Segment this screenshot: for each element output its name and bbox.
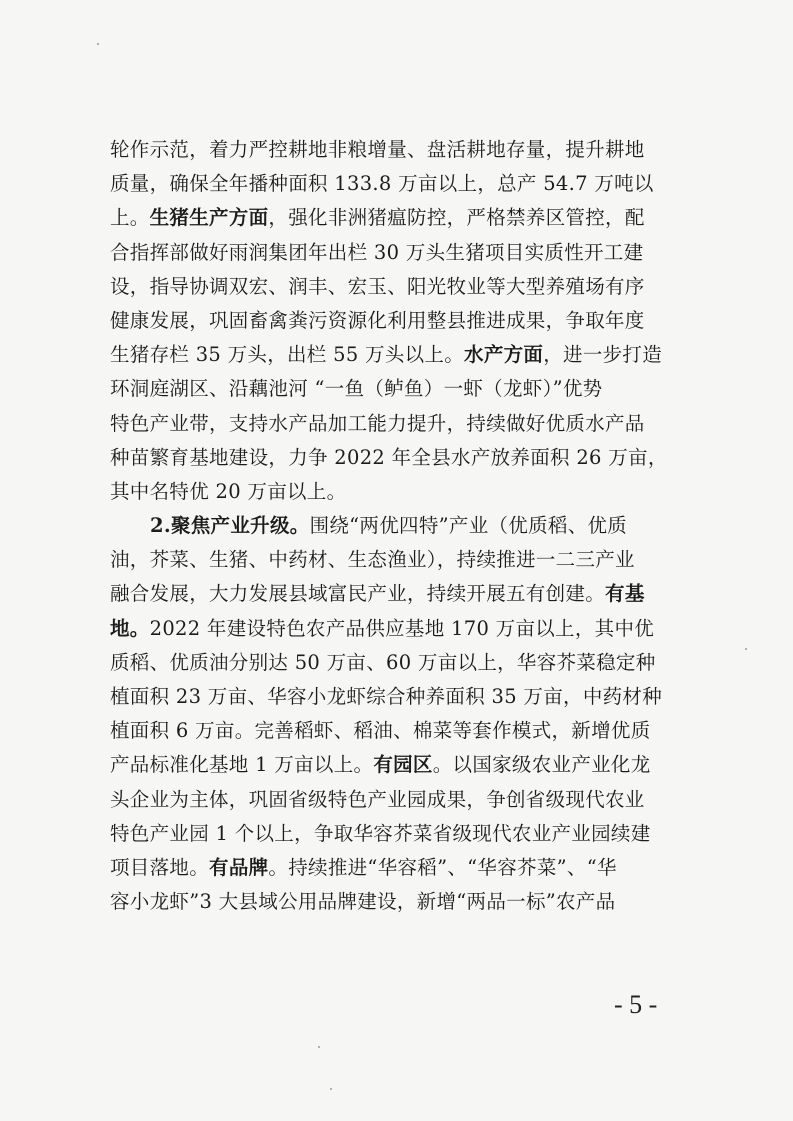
text-run: 合指挥部做好雨润集团年出栏 30 万头生猪项目实质性开工建 <box>110 240 644 264</box>
bold-heading-text: 2.聚焦产业升级。 <box>150 514 310 538</box>
text-line <box>110 407 690 441</box>
scan-speck <box>318 1046 320 1048</box>
text-run: 植面积 23 万亩、华容小龙虾综合种养面积 35 万亩，中药材种 <box>110 685 663 708</box>
text-run: 油，芥菜、生猪、中药材、生态渔业），持续推进一二三产业 <box>110 548 635 572</box>
text-run: 产品标准化基地 1 万亩以上。 <box>110 753 374 777</box>
text-line <box>110 304 690 338</box>
text-run: 植面积 6 万亩。完善稻虾、稻油、棉菜等套作模式，新增优质 <box>110 719 651 743</box>
text-line <box>110 441 690 475</box>
text-run: 设，指导协调双宏、润丰、宏玉、阳光牧业等大型养殖场有序 <box>110 274 645 298</box>
text-run: 头企业为主体，巩固省级特色产业园成果，争创省级现代农业 <box>110 787 645 811</box>
bold-heading-text: 有园区 <box>373 753 433 777</box>
bold-heading-text: 有基 <box>605 582 645 606</box>
text-line <box>110 338 690 372</box>
text-line <box>110 270 690 304</box>
text-line <box>110 817 690 851</box>
bold-heading-text: 有品牌 <box>209 855 269 879</box>
text-run: 上。 <box>110 206 150 230</box>
text-run: ，进一步打造 <box>543 343 663 367</box>
text-run: 容小龙虾”3 大县域公用品牌建设，新增“两品一标”农产品 <box>110 890 616 914</box>
bold-heading-text: 地。 <box>110 616 150 640</box>
bold-heading-text: 水产方面 <box>464 343 544 367</box>
text-run: 健康发展，巩固畜禽粪污资源化利用整县推进成果，争取年度 <box>110 308 645 332</box>
text-line <box>110 509 690 543</box>
text-line <box>110 543 690 577</box>
text-run: 融合发展，大力发展县域富民产业，持续开展五有创建。 <box>110 582 606 606</box>
scan-speck <box>97 43 99 45</box>
text-line <box>110 783 690 817</box>
text-line <box>110 577 690 611</box>
text-run: 围绕“两优四特”产业（优质稻、优质 <box>309 514 628 538</box>
text-run: 种苗繁育基地建设，力争 2022 年全县水产放养面积 26 万亩， <box>110 445 668 469</box>
bold-heading-text: 生猪生产方面 <box>149 206 269 230</box>
text-run: 2022 年建设特色农产品供应基地 170 万亩以上，其中优 <box>149 616 655 640</box>
text-run: 。以国家级农业产业化龙 <box>432 753 651 777</box>
text-line <box>110 714 690 748</box>
body-text <box>110 133 690 919</box>
text-run: 其中名特优 20 万亩以上。 <box>110 479 347 503</box>
text-line <box>110 851 690 885</box>
text-run: 特色产业园 1 个以上，争取华容芥菜省级现代农业产业园续建 <box>110 821 651 845</box>
text-run: 轮作示范，着力严控耕地非粮增量、盘活耕地存量，提升耕地 <box>110 138 645 161</box>
scan-speck <box>745 648 747 650</box>
text-line <box>110 475 690 509</box>
text-run: 特色产业带，支持水产品加工能力提升，持续做好优质水产品 <box>110 411 645 435</box>
text-line <box>110 133 690 167</box>
text-line <box>110 167 690 201</box>
text-line <box>110 236 690 270</box>
text-run: 项目落地。 <box>110 855 210 879</box>
text-line <box>110 646 690 680</box>
text-run: ，强化非洲猪瘟防控，严格禁养区管控，配 <box>268 206 645 230</box>
text-run: 质稻、优质油分别达 50 万亩、60 万亩以上，华容芥菜稳定种 <box>110 650 656 674</box>
text-run: 生猪存栏 35 万头，出栏 55 万头以上。 <box>110 343 465 367</box>
text-run: 。持续推进“华容稻”、“华容芥菜”、“华 <box>268 855 617 879</box>
page-number: - 5 - <box>614 990 658 1019</box>
text-line <box>110 885 690 919</box>
text-run: 环洞庭湖区、沿藕池河 “一鱼（鲈鱼）一虾（龙虾）”优势 <box>110 377 603 401</box>
text-line <box>110 612 690 646</box>
text-line <box>110 372 690 406</box>
text-run: 质量，确保全年播种面积 133.8 万亩以上，总产 54.7 万吨以 <box>110 172 654 196</box>
text-line <box>110 748 690 782</box>
text-line <box>110 680 690 714</box>
text-line <box>110 201 690 235</box>
scan-speck <box>330 1088 332 1090</box>
